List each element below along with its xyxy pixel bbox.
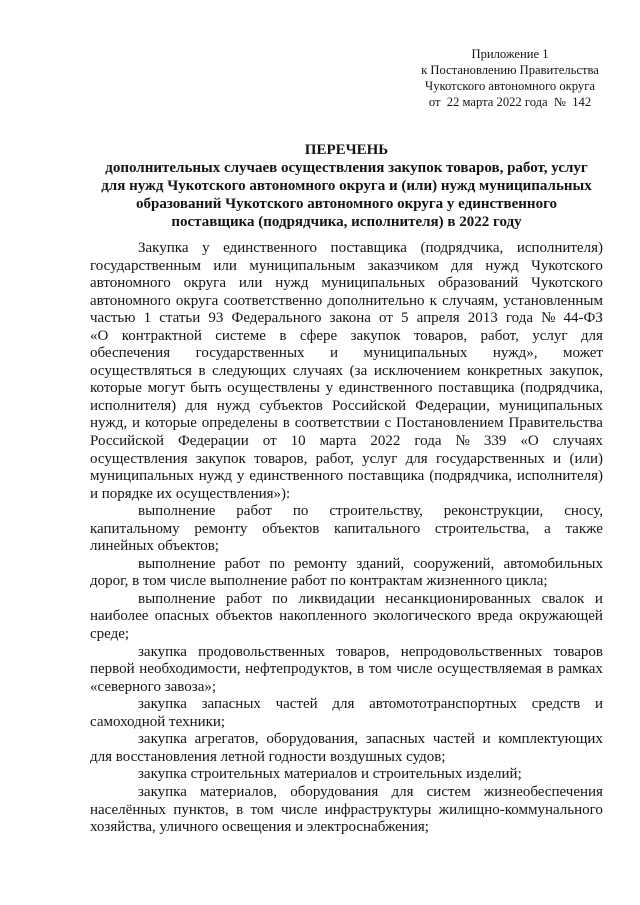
word: автомобильных [503,555,603,572]
word: «О [90,327,109,344]
word: муниципальных [363,345,468,362]
word: для [405,450,428,467]
word: объектов [262,520,320,537]
text-line: «северного завоза»; [90,678,217,695]
word: (или) [569,450,603,467]
word: нужд», [492,345,538,362]
word: 1 [143,310,152,327]
appendix-label: Приложение 1 [471,47,549,61]
text-line [90,380,603,398]
word: «О [520,433,539,450]
word: опасных [154,608,210,625]
appendix-header [415,46,605,110]
word: которые [90,380,142,397]
word: несанкционированных [385,590,532,607]
word: государственных [195,345,305,362]
text-line [90,451,603,469]
text-line: для восстановления летной годности воздушных судов; [90,748,446,765]
list-item-life-support [90,784,603,837]
word: от [379,310,393,327]
resolution-reference: к Постановлению Правительства [421,63,599,77]
text-line: закупка строительных материалов и строительных изделий; [138,766,522,783]
text-line [90,363,603,381]
text-line [90,310,603,328]
word: нужд [485,257,519,274]
word: дополнительно [327,292,425,309]
word: и [594,696,603,713]
text-line [90,433,603,451]
word: государственным [90,257,201,274]
word: сооружений, [413,555,495,572]
text-line [90,503,603,521]
word: для [185,397,208,414]
word: частей [432,731,475,748]
word: ремонту [294,555,348,572]
word: (подрядчика, [520,380,603,397]
word: для [450,257,473,274]
word: закупка [138,783,187,800]
word: жизнеобеспечения [483,783,603,800]
word: апреля [416,310,460,327]
word: зданий, [356,555,405,572]
word: муниципальных [90,468,194,485]
word: государственных [435,450,545,467]
text-line [90,591,603,609]
word: субъектов [259,397,323,414]
word: нужд [216,397,251,414]
text-line [90,275,603,293]
word: оборудования, [266,731,359,748]
word: товаров, [336,643,390,660]
word: Чукотского [531,257,603,274]
word: Федерации, [415,397,490,414]
word: необходимости, [139,661,241,678]
word: округа [183,275,226,292]
word: числе [280,801,318,818]
word: инфраструктуры [324,801,432,818]
word: контрактной [121,327,202,344]
word: с [384,415,392,432]
word: Федерального [231,310,322,327]
word: установленным [503,292,603,309]
word: автомототранспортных [369,696,518,713]
text-line [90,468,603,486]
word: 5 [401,310,409,327]
word: и [553,450,562,467]
word: строительству, [329,503,423,520]
word: и [482,731,491,748]
title-line: образований Чукотского автономного округа у единственного [135,196,558,212]
list-item-construction [90,503,603,556]
word: закупка [138,696,187,713]
word: в [236,801,244,818]
list-item-landfill-cleanup [90,591,603,644]
word: том [250,801,274,818]
word: в [279,327,287,344]
text-line: дорог, в том числе выполнение работ по контрактам жизненного цикла; [90,573,548,590]
word: следующих [212,362,287,379]
word: нефтепродуктов, [245,661,353,678]
word: закупок, [549,362,603,379]
word: работ [226,590,262,607]
word: закупка [138,643,187,660]
list-item-food-fuel [90,644,603,697]
text-line [90,556,603,574]
word: запасных [201,696,261,713]
word: по [292,503,309,520]
text-line [90,398,603,416]
word: также [565,520,603,537]
word: поставщика [438,380,515,397]
word: наиболее [90,608,149,625]
word: Российской [90,433,164,450]
word: Постановлением [396,415,504,432]
word: сфере [299,327,338,344]
word: ликвидации [298,590,375,607]
word: закупок [195,450,246,467]
word: случаям, [442,292,499,309]
word: капитального [333,520,421,537]
word: выполнение [138,503,216,520]
list-item-aircraft-parts [90,731,603,766]
word: Федерации [177,433,249,450]
word: исполнителя) [516,240,603,256]
word: комплектующих [498,731,603,748]
text-line: среде; [90,626,130,643]
title-line: дополнительных случаев осуществления закупок товаров, работ, услуг [105,160,588,176]
word: закупок [350,327,401,344]
word: в [546,661,554,678]
word: непродовольственных [400,643,543,660]
word: строительства, [434,520,530,537]
word: статьи [159,310,201,327]
word: по [269,555,285,572]
word: свалок [541,590,585,607]
document-title: ПЕРЕЧЕНЬ [304,142,389,158]
word: заказчиком [367,257,439,274]
word: в [357,661,365,678]
word: материалов, [200,783,278,800]
word: или [238,275,263,292]
word: случаях [292,362,344,379]
list-item-building-materials [90,766,603,784]
word: единственного [223,240,317,256]
word: года [414,433,442,450]
word: муниципальных [321,275,426,292]
word: могут [147,380,185,397]
word: у [325,380,334,397]
word: пунктов, [173,801,229,818]
text-line [90,784,603,802]
text-line: хозяйства, уличного освещения и электроснабжения; [90,819,429,836]
word: 93 [208,310,224,327]
word: накопленного [279,608,367,625]
word: года [505,310,534,327]
word: для [391,783,414,800]
word: Правительства [508,415,603,432]
word: работ, [480,327,519,344]
word: числе [396,661,433,678]
word: для [580,327,603,344]
word: 2022 [370,433,401,450]
word: (за [349,362,368,379]
word: и [132,415,141,432]
text-line [90,240,603,258]
word: по [272,590,288,607]
word: капитальному [90,520,180,537]
word: в [282,415,290,432]
word: работ, [315,450,354,467]
word: определены [201,415,278,432]
word: нужд [275,275,309,292]
word: товаров, [254,450,308,467]
region-name: Чукотского автономного округа [425,79,595,93]
text-line: и порядке их осуществления»): [90,485,291,502]
word: реконструкции, [443,503,544,520]
word: марта [319,433,357,450]
word: единственного [338,380,433,397]
word: том [368,661,392,678]
word: исполнителя) [90,397,177,414]
title-line: поставщика (подрядчика, исполнителя) в 2022 году [171,214,522,230]
word: частей [275,696,318,713]
intro-paragraph [90,240,603,503]
resolution-date-number: от 22 марта 2022 года № 142 [428,95,592,109]
text-line [90,661,603,679]
text-line: линейных объектов; [90,538,219,555]
text-line [90,644,603,662]
word: Закупка [138,240,189,256]
word: 10 [290,433,306,450]
word: агрегатов, [194,731,259,748]
word: окружающей [519,608,603,625]
word: рамках [558,661,603,678]
word: ремонту [194,520,248,537]
text-line [90,521,603,539]
word: у [202,240,210,256]
word: средств [531,696,581,713]
word: 44-ФЗ [563,310,603,327]
word: систем [426,783,471,800]
word: образований [438,275,519,292]
text-line [90,696,603,714]
word: поставщика [330,240,407,256]
word: (подрядчика, [420,240,504,256]
text-line [90,415,603,433]
text-line [90,802,603,820]
text-line [90,345,603,363]
word: осуществляться [90,362,192,379]
word: конкретных [466,362,543,379]
word: может [562,345,603,362]
word: жилищно-коммунального [438,801,603,818]
word: запасных [365,731,426,748]
word: товаров [553,643,603,660]
text-line [90,608,603,626]
word: единственного [249,468,344,485]
word: 2013 [467,310,498,327]
word: первой [90,661,135,678]
word: муниципальных [499,397,603,414]
word: к [429,292,437,309]
text-line [90,731,603,749]
word: которые [144,415,197,432]
word: или [213,257,237,274]
word: товаров, [413,327,468,344]
word: муниципальным [249,257,356,274]
title-line: для нужд Чукотского автономного округа и (или) нужд муниципальных [101,178,592,194]
word: осуществлены [227,380,320,397]
word: сносу, [564,503,603,520]
word: обеспечения [90,345,171,362]
word: частью [90,310,136,327]
word: автономного [90,275,171,292]
word: осуществления [90,450,188,467]
word: и [594,590,603,607]
word: быть [190,380,222,397]
word: случаях [552,433,603,450]
word: для [332,696,355,713]
word: работ [236,503,272,520]
word: услуг [362,450,398,467]
word: работ [224,555,261,572]
word: в [198,362,206,379]
word: нужд [198,468,233,485]
list-item-repair [90,556,603,591]
word: оборудования [290,783,379,800]
word: № [541,310,556,327]
word: населённых [90,801,166,818]
word: автономного [90,292,171,309]
list-item-vehicle-parts [90,696,603,731]
text-line [90,328,603,346]
word: исключением [373,362,461,379]
word: поставщика [347,468,425,485]
word: 339 [483,433,507,450]
word: вреда [477,608,513,625]
word: закона [329,310,371,327]
word: а [544,520,551,537]
word: нужд, [90,415,128,432]
word: и [330,345,339,362]
text-line: самоходной техники; [90,713,226,730]
word: Чукотского [531,275,603,292]
word: выполнение [138,555,216,572]
word: объектов [215,608,273,625]
word: Российской [332,397,406,414]
word: системе [215,327,266,344]
text-line [90,258,603,276]
word: услуг [532,327,568,344]
word: № [455,433,470,450]
word: соответствии [294,415,380,432]
word: у [236,468,245,485]
word: от [262,433,277,450]
word: осуществляемая [437,661,542,678]
document-body [90,240,603,837]
word: соответственно [223,292,323,309]
word: экологического [373,608,472,625]
text-line [90,293,603,311]
word: округа [175,292,219,309]
word: (подрядчика, [429,468,512,485]
word: закупка [138,731,187,748]
word: продовольственных [198,643,325,660]
document-title-block [90,141,603,231]
word: исполнителя) [516,468,603,485]
word: выполнение [138,590,216,607]
